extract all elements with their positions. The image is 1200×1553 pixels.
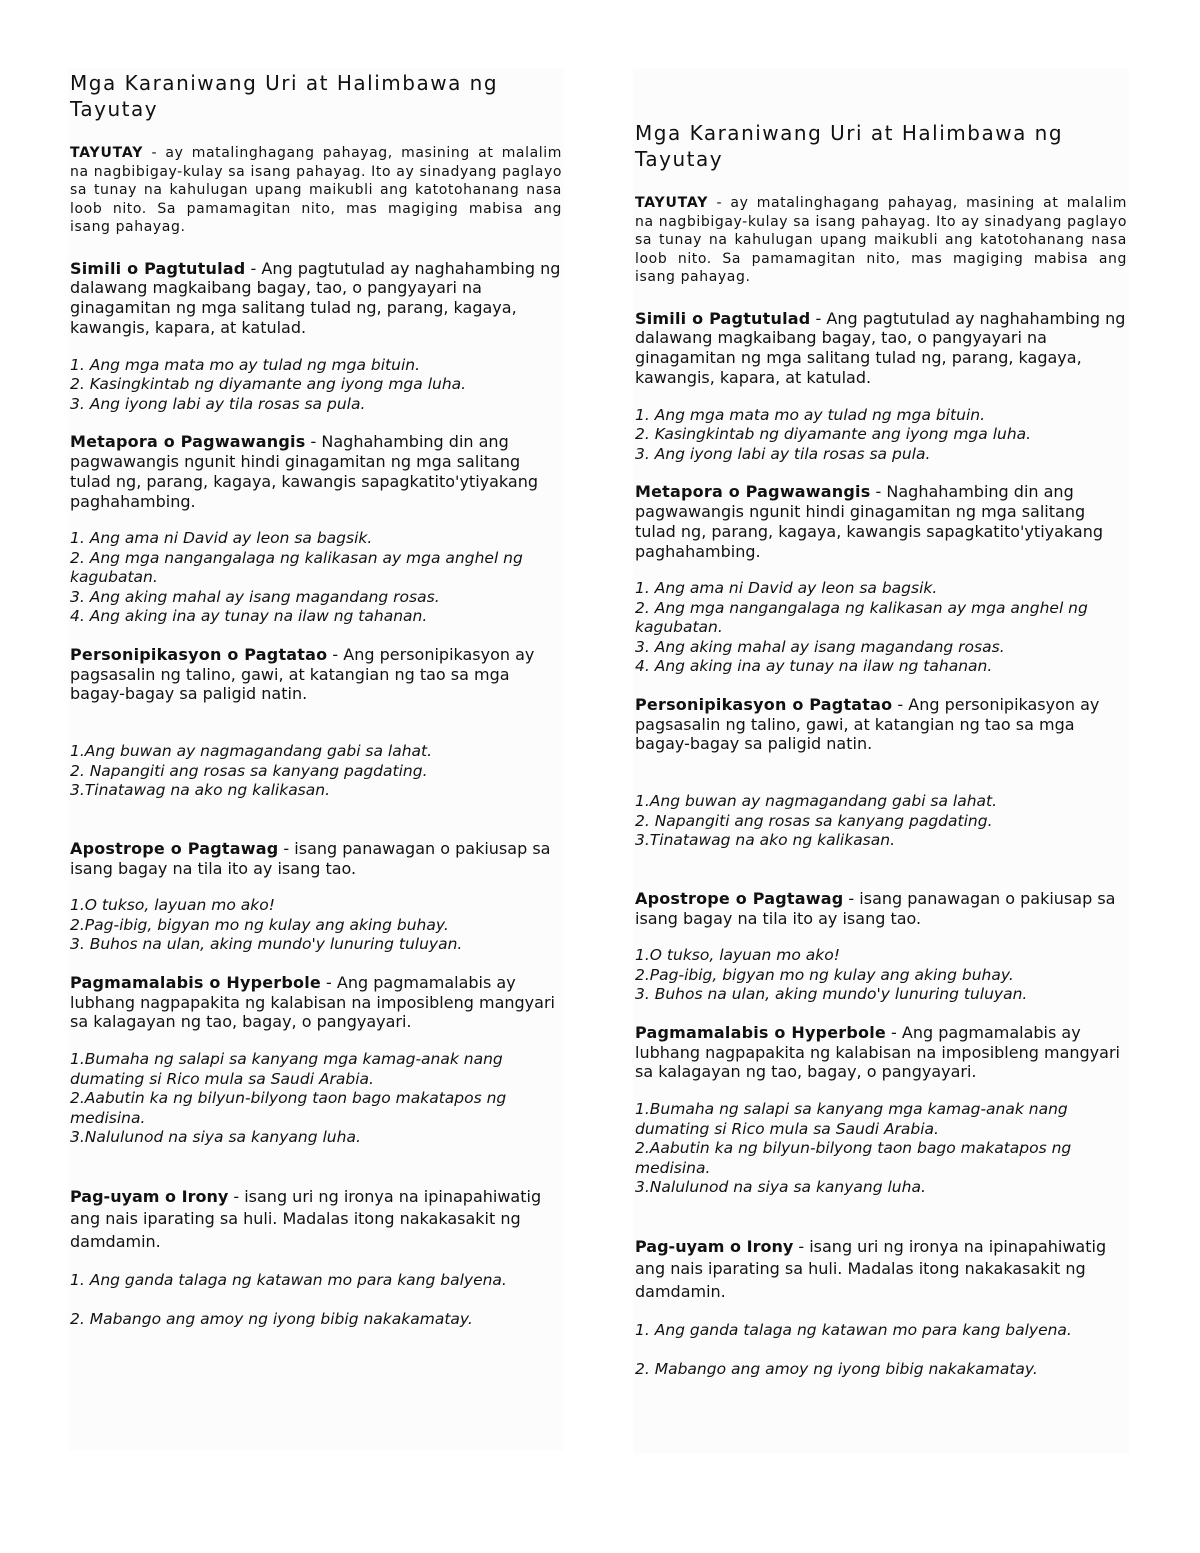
example-list bbox=[635, 792, 1127, 851]
section-metapora bbox=[70, 432, 562, 627]
example-item: 4. Ang aking ina ay tunay na ilaw ng tahanan. bbox=[70, 607, 428, 626]
example-list bbox=[635, 1100, 1127, 1198]
section-term: Simili o Pagtutulad bbox=[70, 258, 246, 278]
section-simili bbox=[635, 309, 1127, 465]
section-irony bbox=[635, 1236, 1127, 1380]
section-definition: Pag-uyam o Irony - isang uri ng ironya na ipinapahiwatig ang nais iparating sa huli. Madalas itong nakakasakit ng damdamin. bbox=[70, 1186, 542, 1251]
example-item: 1. Ang mga mata mo ay tulad ng mga bituin. bbox=[70, 355, 421, 374]
example-item: 1. Ang ganda talaga ng katawan mo para kang balyena. bbox=[635, 1321, 1072, 1340]
intro-text: - ay matalinghagang pahayag, masining at malalim na nagbibigay-kulay sa isang pahayag. Ito ay sinadyang paglayo sa tunay na kahulugan upang maikubli ang katotohanang nasa loob nito. Sa pamamagitan nito, mas magiging mabisa ang isang pahayag. bbox=[635, 195, 1127, 285]
section-term: Pag-uyam o Irony bbox=[70, 1186, 229, 1206]
intro-term: TAYUTAY bbox=[635, 195, 709, 211]
intro-text: - ay matalinghagang pahayag, masining at malalim na nagbibigay-kulay sa isang pahayag. Ito ay sinadyang paglayo sa tunay na kahulugan upang maikubli ang katotohanang nasa loob nito. Sa pamamagitan nito, mas magiging mabisa ang isang pahayag. bbox=[70, 145, 562, 235]
example-list bbox=[635, 406, 1127, 465]
example-list bbox=[70, 356, 562, 415]
example-item: 2. Ang mga nangangalaga ng kalikasan ay mga anghel ng kagubatan. bbox=[70, 548, 523, 587]
document-title: Mga Karaniwang Uri at Halimbawa ng Tayutay bbox=[635, 121, 1064, 171]
section-definition: Metapora o Pagwawangis - Naghahambing din ang pagwawangis ngunit hindi ginagamitan ng mga salitang tulad ng, parang, kagaya, kawangis sapagkatito'ytiyakang paghahambing. bbox=[70, 432, 538, 511]
example-list bbox=[635, 946, 1127, 1005]
section-term: Pagmamalabis o Hyperbole bbox=[70, 972, 321, 992]
section-term: Personipikasyon o Pagtatao bbox=[70, 644, 328, 664]
example-item: 3. Buhos na ulan, aking mundo'y lunuring tuluyan. bbox=[70, 935, 463, 954]
section-definition: Pagmamalabis o Hyperbole - Ang pagmamalabis ay lubhang nagpapakita ng kalabisan na imposibleng mangyari sa kalagayan ng tao, bagay, o pangyayari. bbox=[635, 1022, 1120, 1082]
section-term: Metapora o Pagwawangis bbox=[635, 482, 871, 502]
example-item: 1.Bumaha ng salapi sa kanyang mga kamag-anak nang dumating si Rico mula sa Saudi Arabia. bbox=[635, 1100, 1068, 1138]
example-item: 1. Ang mga mata mo ay tulad ng mga bituin. bbox=[635, 405, 986, 424]
example-item: 3.Tinatawag na ako ng kalikasan. bbox=[70, 781, 331, 800]
section-hyperbole bbox=[70, 973, 562, 1148]
section-apostrope bbox=[70, 839, 562, 955]
example-item: 1. Ang ama ni David ay leon sa bagsik. bbox=[70, 529, 373, 548]
example-item: 3. Ang iyong labi ay tila rosas sa pula. bbox=[635, 444, 931, 463]
section-term: Pagmamalabis o Hyperbole bbox=[635, 1022, 886, 1042]
example-item: 2. Mabango ang amoy ng iyong bibig nakakamatay. bbox=[70, 1310, 473, 1329]
section-term: Pag-uyam o Irony bbox=[635, 1236, 794, 1256]
section-definition: Simili o Pagtutulad - Ang pagtutulad ay naghahambing ng dalawang magkaibang bagay, tao, o pangyayari na ginagamitan ng mga salitang tulad ng, parang, kagaya, kawangis, kapara, at katulad. bbox=[70, 258, 561, 337]
section-term: Simili o Pagtutulad bbox=[635, 308, 811, 328]
example-list bbox=[70, 742, 562, 801]
section-irony bbox=[70, 1186, 562, 1330]
section-simili bbox=[70, 259, 562, 415]
example-item: 3. Ang aking mahal ay isang magandang rosas. bbox=[635, 637, 1005, 656]
section-definition: Personipikasyon o Pagtatao - Ang personipikasyon ay pagsasalin ng talino, gawi, at katangian ng tao sa mga bagay-bagay sa paligid natin. bbox=[635, 694, 1100, 754]
example-item: 1.Bumaha ng salapi sa kanyang mga kamag-anak nang dumating si Rico mula sa Saudi Arabia. bbox=[70, 1050, 503, 1088]
example-item: 3.Nalulunod na siya sa kanyang luha. bbox=[70, 1128, 361, 1147]
example-item: 2.Aabutin ka ng bilyun-bilyong taon bago makatapos ng medisina. bbox=[70, 1089, 507, 1127]
example-item: 2. Napangiti ang rosas sa kanyang pagdating. bbox=[70, 761, 428, 780]
example-item: 1.Ang buwan ay nagmagandang gabi sa lahat. bbox=[70, 742, 433, 761]
intro-paragraph bbox=[635, 194, 1127, 287]
example-item: 2.Pag-ibig, bigyan mo ng kulay ang aking buhay. bbox=[635, 965, 1014, 984]
example-item: 3.Tinatawag na ako ng kalikasan. bbox=[635, 831, 896, 850]
example-item: 2.Aabutin ka ng bilyun-bilyong taon bago makatapos ng medisina. bbox=[635, 1139, 1072, 1177]
section-definition: Pagmamalabis o Hyperbole - Ang pagmamalabis ay lubhang nagpapakita ng kalabisan na imposibleng mangyari sa kalagayan ng tao, bagay, o pangyayari. bbox=[70, 972, 555, 1032]
example-item: 2.Pag-ibig, bigyan mo ng kulay ang aking buhay. bbox=[70, 915, 449, 934]
example-item: 2. Ang mga nangangalaga ng kalikasan ay mga anghel ng kagubatan. bbox=[635, 598, 1088, 637]
example-list bbox=[635, 579, 1127, 677]
section-term: Apostrope o Pagtawag bbox=[635, 888, 844, 908]
section-term: Personipikasyon o Pagtatao bbox=[635, 694, 893, 714]
intro-paragraph bbox=[70, 144, 562, 237]
example-item: 1.Ang buwan ay nagmagandang gabi sa lahat. bbox=[635, 792, 998, 811]
example-item: 2. Kasingkintab ng diyamante ang iyong mga luha. bbox=[70, 375, 467, 394]
example-item: 3. Ang iyong labi ay tila rosas sa pula. bbox=[70, 394, 366, 413]
section-definition: Simili o Pagtutulad - Ang pagtutulad ay naghahambing ng dalawang magkaibang bagay, tao, o pangyayari na ginagamitan ng mga salitang tulad ng, parang, kagaya, kawangis, kapara, at katulad. bbox=[635, 308, 1126, 387]
example-item: 1. Ang ganda talaga ng katawan mo para kang balyena. bbox=[70, 1271, 507, 1290]
section-term: Metapora o Pagwawangis bbox=[70, 432, 306, 452]
example-list bbox=[70, 1050, 562, 1148]
section-apostrope bbox=[635, 889, 1127, 1005]
example-item: 3.Nalulunod na siya sa kanyang luha. bbox=[635, 1178, 926, 1197]
example-item: 1.O tukso, layuan mo ako! bbox=[635, 946, 840, 965]
example-item: 2. Napangiti ang rosas sa kanyang pagdating. bbox=[635, 811, 993, 830]
example-item: 2. Mabango ang amoy ng iyong bibig nakakamatay. bbox=[635, 1360, 1038, 1379]
section-definition: Metapora o Pagwawangis - Naghahambing din ang pagwawangis ngunit hindi ginagamitan ng mga salitang tulad ng, parang, kagaya, kawangis sapagkatito'ytiyakang paghahambing. bbox=[635, 482, 1103, 561]
example-list bbox=[70, 896, 562, 955]
example-list bbox=[70, 529, 562, 627]
section-definition: Apostrope o Pagtawag - isang panawagan o pakiusap sa isang bagay na tila ito ay isang tao. bbox=[70, 838, 551, 878]
example-item: 4. Ang aking ina ay tunay na ilaw ng tahanan. bbox=[635, 657, 993, 676]
section-personipikasyon bbox=[70, 645, 562, 801]
example-item: 1. Ang ama ni David ay leon sa bagsik. bbox=[635, 579, 938, 598]
section-metapora bbox=[635, 482, 1127, 677]
section-hyperbole bbox=[635, 1023, 1127, 1198]
section-definition: Pag-uyam o Irony - isang uri ng ironya na ipinapahiwatig ang nais iparating sa huli. Madalas itong nakakasakit ng damdamin. bbox=[635, 1236, 1107, 1301]
section-personipikasyon bbox=[635, 695, 1127, 851]
example-item: 3. Buhos na ulan, aking mundo'y lunuring tuluyan. bbox=[635, 985, 1028, 1004]
section-term: Apostrope o Pagtawag bbox=[70, 838, 279, 858]
right-column bbox=[633, 68, 1129, 1453]
example-item: 3. Ang aking mahal ay isang magandang rosas. bbox=[70, 587, 440, 606]
section-definition: Personipikasyon o Pagtatao - Ang personipikasyon ay pagsasalin ng talino, gawi, at katangian ng tao sa mga bagay-bagay sa paligid natin. bbox=[70, 644, 535, 704]
intro-term: TAYUTAY bbox=[70, 145, 144, 161]
section-definition: Apostrope o Pagtawag - isang panawagan o pakiusap sa isang bagay na tila ito ay isang tao. bbox=[635, 888, 1116, 928]
left-column bbox=[68, 68, 564, 1450]
example-item: 2. Kasingkintab ng diyamante ang iyong mga luha. bbox=[635, 425, 1032, 444]
document-title: Mga Karaniwang Uri at Halimbawa ng Tayutay bbox=[70, 71, 499, 121]
example-item: 1.O tukso, layuan mo ako! bbox=[70, 896, 275, 915]
